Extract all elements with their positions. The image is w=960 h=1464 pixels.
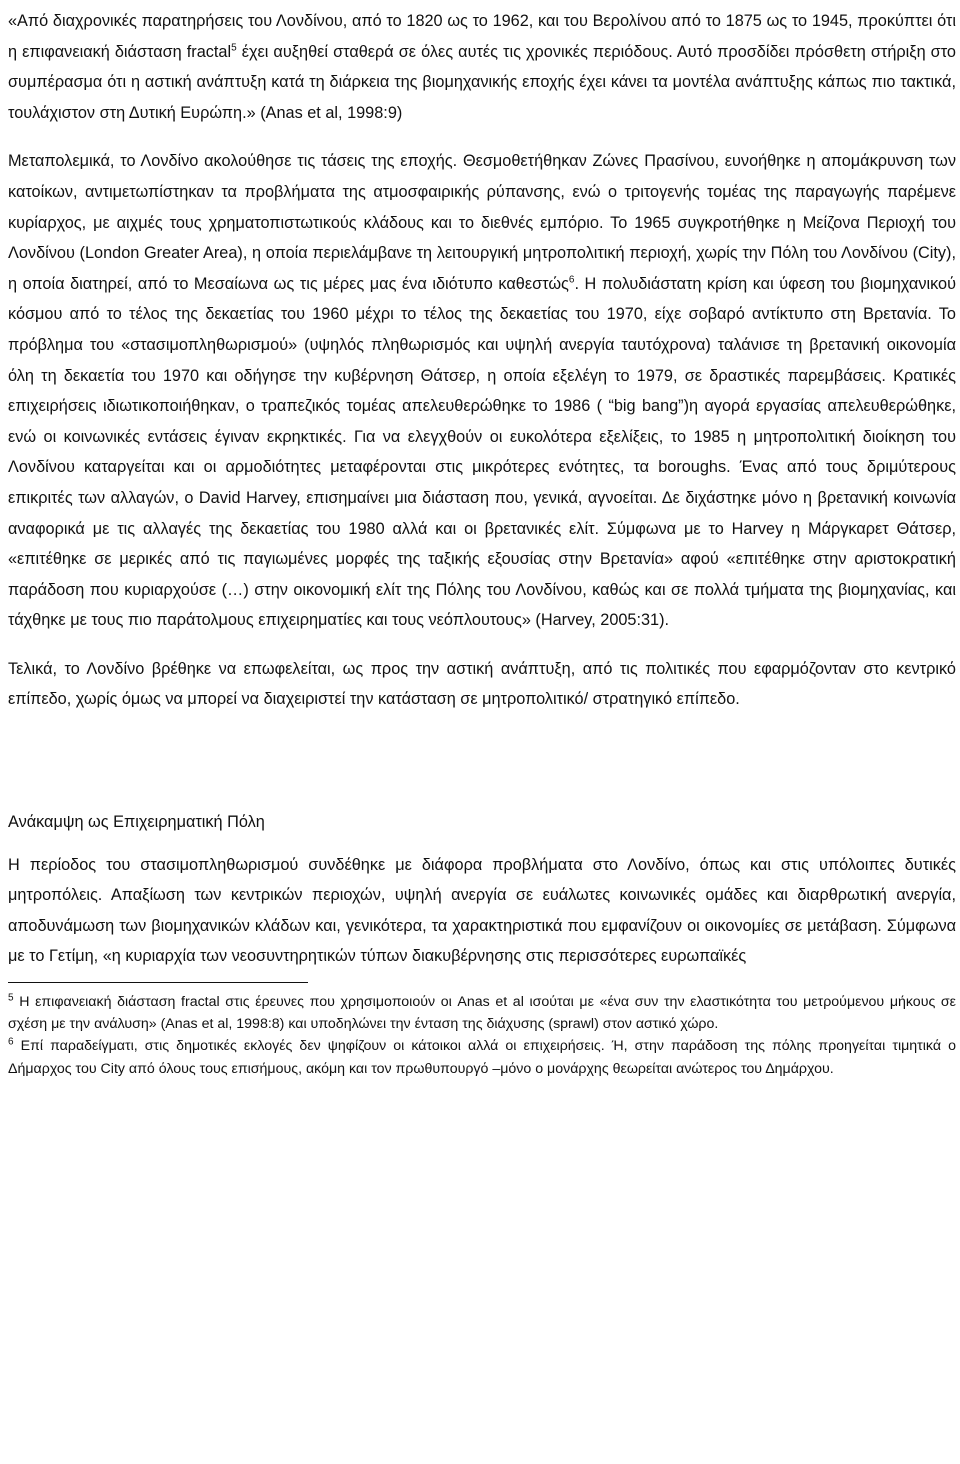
section-heading: Ανάκαμψη ως Επιχειρηματική Πόλη	[8, 813, 265, 832]
footnote-ref-6[interactable]: 6	[568, 274, 575, 286]
paragraph-stagflation: Η περίοδος του στασιμοπληθωρισμού συνδέθηκε με διάφορα προβλήματα στο Λονδίνο, όπως και στις υπόλοιπες δυτικές μητροπόλεις. Απαξίωση των κεντρικών περιοχών, υψηλή ανεργία σε ευάλωτες κοινωνικές ομάδες και διαρθρωτική ανεργία, αποδυνάμωση των βιομηχανικών κλάδων και, γενικότερα, τα χαρακτηριστικά που εμφανίζουν οι οικονομίες σε μετάβαση. Σύμφωνα με το Γετίμη, «η κυριαρχία των νεοσυντηρητικών τύπων διακυβέρνησης στις περισσότερες ευρωπαϊκές	[8, 855, 956, 966]
footnote-text: Η επιφανειακή διάσταση fractal στις έρευνες που χρησιμοποιούν οι Anas et al ισούται με «ένα συν την ελαστικότητα του μετρούμενου μήκους σε σχέση με την ανάλυση» (Anas et al, 1998:8) και υποδηλώνει την ένταση της διάχυσης (sprawl) στον αστικό χώρο.	[8, 994, 956, 1033]
paragraph-quote-anas	[8, 0, 956, 128]
footnote-ref-5[interactable]: 5	[231, 42, 237, 54]
footnote-number: 6	[8, 1036, 14, 1048]
paragraph-text: . Η πολυδιάστατη κρίση και ύφεση του βιομηχανικού κόσμου από το τέλος της δεκαετίας του 1960 μέχρι το τέλος της δεκαετίας του 1970, είχε σοβαρό αντίκτυπο στη Βρετανία. Το πρόβλημα του «στασιμοπληθωρισμού» (υψηλός πληθωρισμός και υψηλή ανεργία ταυτόχρονα) ταλάνισε τη βρετανική οικονομία όλη τη δεκαετία του 1970 και οδήγησε την κυβέρνηση Θάτσερ, η οποία εξελέγη το 1979, σε δραστικές παρεμβάσεις. Κρατικές επιχειρήσεις ιδιωτικοποιήθηκαν, ο τραπεζικός τομέας απελευθερώθηκε το 1986 ( “big bang”)η αγορά εργασίας απελευθερώθηκε, ενώ οι κοινωνικές εντάσεις έγιναν εκρηκτικές. Για να ελεγχθούν οι ευκολότερα εξελίξεις, το 1985 η μητροπολιτική διοίκηση του Λονδίνου καταργείται και οι αρμοδιότητες μεταφέρονται στις μικρότερες ενότητες, τα boroughs. Ένας από τους δριμύτερους επικριτές των αλλαγών, ο David Harvey, επισημαίνει μια διάσταση που, γενικά, αγνοείται. Δε διχάστηκε μόνο η βρετανική κοινωνία αναφορικά με τις αλλαγές της δεκαετίας του 1980 αλλά και οι βρετανικές ελίτ. Σύμφωνα με το Harvey η Μάργκαρετ Θάτσερ, «επιτέθηκε σε μερικές από τις παγιωμένες μορφές της ταξικής εξουσίας στην Βρετανία» αφού «επιτέθηκε στην αριστοκρατική παράδοση που κυριαρχούσε (…) στην οικονομική ελίτ της Πόλης του Λονδίνου, καθώς και σε πολλά τμήματα της βιομηχανίας, και τάχθηκε με τους πιο παράτολμους επιχειρηματίες και τους νεόπλουτους» (Harvey, 2005:31).	[8, 274, 956, 630]
footnote-5	[8, 991, 956, 1035]
footnote-separator	[8, 982, 308, 983]
paragraph-text: «Από διαχρονικές παρατηρήσεις του Λονδίνου, από το 1820 ως το 1962, και του Βερολίνου από το 1875 ως το 1945, προκύπτει ότι η επιφανειακή διάσταση fractal	[8, 12, 956, 61]
footnote-6	[8, 1035, 956, 1079]
paragraph-postwar-london	[8, 146, 956, 636]
document-page	[8, 0, 956, 1080]
paragraph-text: Μεταπολεμικά, το Λονδίνο ακολούθησε τις τάσεις της εποχής. Θεσμοθετήθηκαν Ζώνες Πρασίνου, ευνοήθηκε η απομάκρυνση των κατοίκων, αντιμετωπίστηκαν τα προβλήματα της ατμοσφαιρικής ρύπανσης, ενώ ο τριτογενής τομέας της παραγωγής παρέμενε κυρίαρχος, με αιχμές τους χρηματοπιστωτικούς κλάδους και το διεθνές εμπόριο. Το 1965 συγκροτήθηκε η Μείζονα Περιοχή του Λονδίνου (London Greater Area), η οποία περιελάμβανε τη λειτουργική μητροπολιτική περιοχή, χωρίς την Πόλη του Λονδίνου (City), η οποία διατηρεί, από το Μεσαίωνα ως τις μέρες μας ένα ιδιότυπο καθεστώς	[8, 152, 956, 293]
paragraph-text: έχει αυξηθεί σταθερά σε όλες αυτές τις χρονικές περιόδους. Αυτό προσδίδει πρόσθετη στήριξη στο συμπέρασμα ότι η αστική ανάπτυξη κατά τη διάρκεια της βιομηχανικής εποχής έχει κάνει τα μοντέλα ανάπτυξης κάπως πιο τακτικά, τουλάχιστον στη Δυτική Ευρώπη.» (Anas et al, 1998:9)	[8, 42, 956, 122]
footnote-text: Επί παραδείγματι, στις δημοτικές εκλογές δεν ψηφίζουν οι κάτοικοι αλλά οι επιχειρήσεις. Ή, στην παράδοση της πόλης προηγείται τιμητικά ο Δήμαρχος του City από όλους τους επισήμους, ακόμη και τον πρωθυπουργό –μόνο ο μονάρχης θεωρείται ανώτερος του Δημάρχου.	[8, 1038, 956, 1077]
paragraph-conclusion: Τελικά, το Λονδίνο βρέθηκε να επωφελείται, ως προς την αστική ανάπτυξη, από τις πολιτικές που εφαρμόζονταν στο κεντρικό επίπεδο, χωρίς όμως να μπορεί να διαχειριστεί την κατάσταση σε μητροπολιτικό/ στρατηγικό επίπεδο.	[8, 659, 956, 709]
footnote-number: 5	[8, 992, 14, 1004]
